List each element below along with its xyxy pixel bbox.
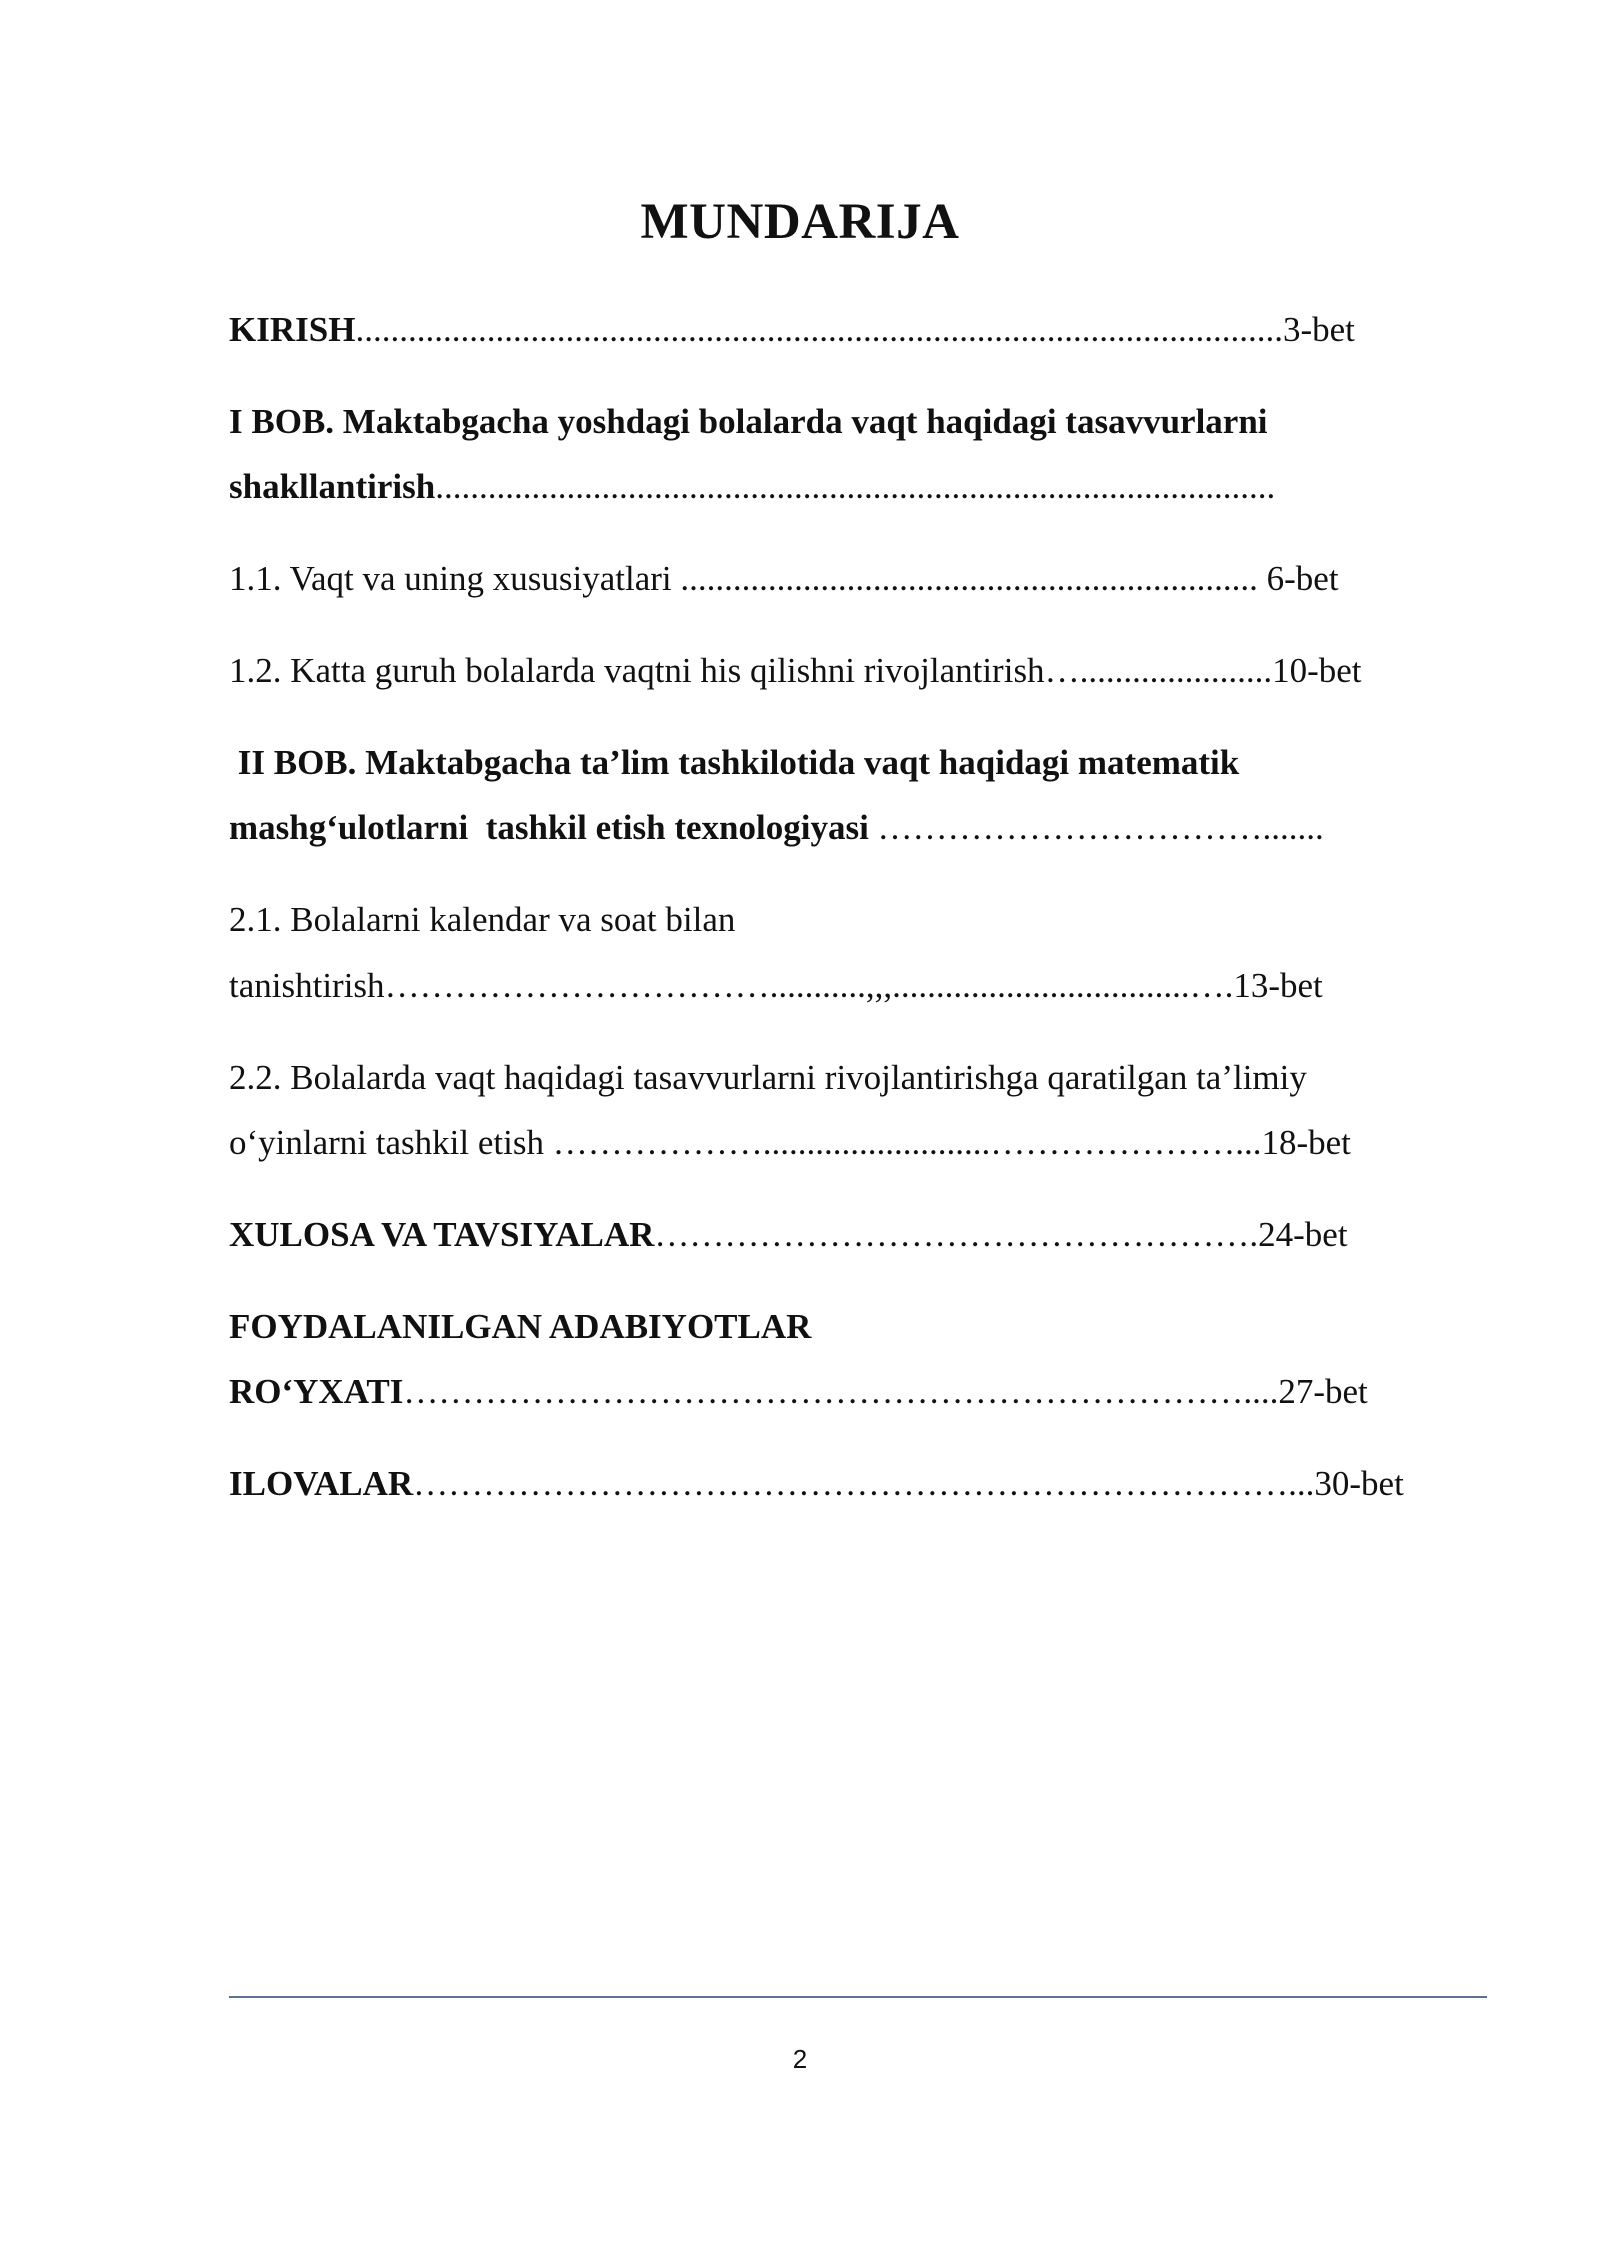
toc-leader: …………………………………………………………………... bbox=[413, 1464, 1315, 1503]
toc-entry-1-1[interactable] bbox=[229, 557, 1339, 601]
toc-page: 18-bet bbox=[1261, 1123, 1351, 1162]
toc-label: ILOVALAR bbox=[229, 1464, 414, 1503]
toc-entry-ilovalar[interactable] bbox=[229, 1462, 1404, 1506]
toc-leader: ………………..........................…………………... bbox=[552, 1123, 1262, 1162]
toc-page: 13-bet bbox=[1233, 966, 1323, 1005]
toc-label: mashg‘ulotlarni tashkil etish texnologiyasi bbox=[229, 808, 878, 847]
toc-entry-2-2-line2[interactable] bbox=[229, 1121, 1351, 1165]
toc-entry-adabiyot-line1[interactable]: FOYDALANILGAN ADABIYOTLAR bbox=[229, 1307, 812, 1346]
toc-entry-kirish[interactable] bbox=[229, 308, 1355, 352]
toc-leader: ……………………………………………. bbox=[654, 1215, 1259, 1254]
toc-label: shakllantirish bbox=[229, 467, 436, 506]
toc-page: 30-bet bbox=[1314, 1464, 1404, 1503]
toc-page: 24-bet bbox=[1258, 1215, 1348, 1254]
toc-leader: …...................... bbox=[1044, 651, 1273, 690]
toc-page: 3-bet bbox=[1282, 310, 1355, 349]
toc-label: 1.2. Katta guruh bolalarda vaqtni his qilishni rivojlantirish bbox=[229, 651, 1045, 690]
toc-leader: ……………………………………………………………….... bbox=[403, 1372, 1279, 1411]
footer-divider bbox=[229, 1996, 1487, 1998]
toc-entry-bob2-line2[interactable] bbox=[229, 806, 1324, 850]
toc-leader: ……………………………....... bbox=[877, 808, 1324, 847]
toc-entry-1-2[interactable] bbox=[229, 649, 1361, 693]
page-number: 2 bbox=[792, 2044, 808, 2074]
toc-entry-adabiyot-line2[interactable] bbox=[229, 1370, 1368, 1414]
toc-label: KIRISH bbox=[229, 310, 356, 349]
toc-leader: .................................................................. bbox=[680, 559, 1258, 598]
toc-label: RO‘YXATI bbox=[229, 1372, 404, 1411]
toc-entry-xulosa[interactable] bbox=[229, 1213, 1348, 1257]
toc-entry-bob1-line1[interactable]: I BOB. Maktabgacha yoshdagi bolalarda vaqt haqidagi tasavvurlarni bbox=[229, 402, 1268, 441]
toc-label: o‘yinlarni tashkil etish bbox=[229, 1123, 553, 1162]
toc-entry-2-1-line2[interactable] bbox=[229, 964, 1323, 1008]
toc-label: 1.1. Vaqt va uning xususiyatlari bbox=[229, 559, 681, 598]
toc-leader: .......................................................................................................... bbox=[355, 310, 1283, 349]
toc-page: 27-bet bbox=[1278, 1372, 1368, 1411]
page-title: MUNDARIJA bbox=[640, 194, 960, 250]
toc-leader: ……………………………...........,,,..................................…. bbox=[384, 966, 1234, 1005]
toc-entry-2-2-line1[interactable]: 2.2. Bolalarda vaqt haqidagi tasavvurlarni rivojlantirishga qaratilgan ta’limiy bbox=[229, 1058, 1307, 1097]
toc-entry-bob1-line2[interactable] bbox=[229, 465, 1275, 509]
toc-entry-bob2-line1[interactable]: II BOB. Maktabgacha ta’lim tashkilotida vaqt haqidagi matematik bbox=[229, 743, 1240, 782]
toc-label: tanishtirish bbox=[229, 966, 385, 1005]
toc-page: 6-bet bbox=[1257, 559, 1339, 598]
toc-entry-2-1-line1[interactable]: 2.1. Bolalarni kalendar va soat bilan bbox=[229, 900, 736, 939]
toc-label: XULOSA VA TAVSIYALAR bbox=[229, 1215, 655, 1254]
toc-page: 10-bet bbox=[1272, 651, 1362, 690]
toc-leader: ................................................................................................ bbox=[435, 467, 1276, 506]
